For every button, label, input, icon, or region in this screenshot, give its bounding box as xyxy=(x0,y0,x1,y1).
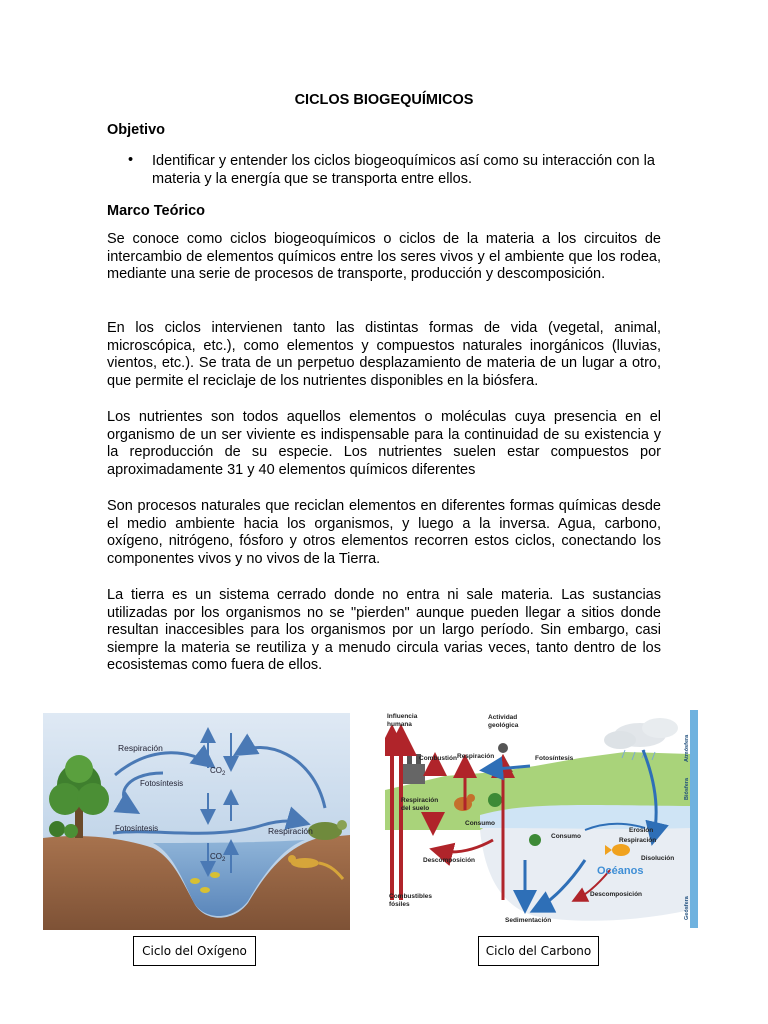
label-fotosintesis-upper: Fotosíntesis xyxy=(140,779,184,788)
objective-bullet-text: Identificar y entender los ciclos biogeoquímicos así como su interacción con la materia y la energía que se transporta entre ellos. xyxy=(152,153,655,187)
label-sedimentacion: Sedimentación xyxy=(505,917,552,924)
theory-heading: Marco Teórico xyxy=(107,203,206,219)
label-descomposicion-land: Descomposición xyxy=(423,857,476,864)
label-respiracion-top: Respiración xyxy=(457,753,495,760)
label-descomposicion-sea: Descomposición xyxy=(590,891,643,898)
paragraph-5: La tierra es un sistema cerrado donde no entra ni sale materia. Las sustancias utilizadas por los organismos no se "pierden" aunque pueden llegar a sitios donde resultan inaccesibles para los organismos por un largo período. Sin embargo, casi siempre la materia se reutiliza y a menudo circula varias veces, tanto dentro de los ecosistemas como fuera de ellos. xyxy=(107,587,661,673)
label-combustibles-2: fósiles xyxy=(389,901,410,908)
label-atmosfera: Atmósfera xyxy=(684,734,690,762)
objective-heading: Objetivo xyxy=(107,122,166,138)
label-respiracion-suelo-1: Respiración xyxy=(401,797,439,804)
bullet-dot: • xyxy=(128,152,134,168)
document-title: CICLOS BIOGEQUÍMICOS xyxy=(294,92,474,108)
label-fotosintesis-lower: Fotosíntesis xyxy=(115,824,159,833)
label-oceanos: Océanos xyxy=(597,865,644,877)
label-respiracion-suelo-2: del suelo xyxy=(401,805,430,812)
label-fotosintesis: Fotosíntesis xyxy=(535,755,574,762)
label-actividad-2: geológica xyxy=(488,722,519,729)
label-erosion: Erosión xyxy=(629,827,654,834)
label-influencia-1: Influencia xyxy=(387,713,418,720)
label-co2-top: $CO_2$ xyxy=(210,766,226,777)
paragraph-2: En los ciclos intervienen tanto las distintas formas de vida (vegetal, animal, microscópica, etc.), como elementos y compuestos naturales inorgánicos (lluvias, vientos, etc.). Se trata de un perpetuo desplazamiento de materia de un lugar a otro, que permite el reciclaje de los nutrientes disponibles en la biósfera. xyxy=(107,320,661,389)
carbon-cycle-caption: Ciclo del Carbono xyxy=(478,936,599,966)
label-disolucion: Disolución xyxy=(641,855,675,862)
label-combustibles-1: Combustibles xyxy=(389,893,432,900)
label-influencia-2: humana xyxy=(387,721,412,728)
label-actividad-1: Actividad xyxy=(488,714,518,721)
label-respiracion-right: Respiración xyxy=(268,826,313,836)
oxygen-cycle-illustration xyxy=(43,713,350,930)
paragraph-1: Se conoce como ciclos biogeoquímicos o ciclos de la materia a los circuitos de intercambio de elementos químicos entre los seres vivos y el ambiente que los rodea, mediante una serie de procesos de transporte, producción y descomposición. xyxy=(107,231,661,282)
carbon-cycle-figure xyxy=(385,710,698,928)
objective-bullet xyxy=(128,152,668,188)
paragraph-3: Los nutrientes son todos aquellos elementos o moléculas cuya presencia en el organismo de un ser viviente es indispensable para la continuidad de su existencia y la reproducción de su especie. Los nutrientes suelen estar compuestos por aproximadamente 31 y 40 elementos químicos diferentes xyxy=(107,409,661,478)
carbon-cycle-illustration xyxy=(385,710,698,928)
label-respiracion-sea: Respiración xyxy=(619,837,657,844)
paragraph-4: Son procesos naturales que reciclan elementos en diferentes formas químicas desde el medio ambiente hacia los organismos, y luego a la inversa. Agua, carbono, oxígeno, nitrógeno, fósforo y otros elementos recorren estos ciclos, conectando los componentes vivos y no vivos de la Tierra. xyxy=(107,498,661,567)
label-combustion: Combustión xyxy=(419,755,457,762)
label-geosfera: Geósfera xyxy=(684,896,690,920)
sphere-bar xyxy=(690,710,698,928)
oxygen-cycle-figure xyxy=(43,713,350,930)
label-consumo-sea: Consumo xyxy=(551,833,581,840)
label-co2-bottom: $CO_2$ xyxy=(210,852,226,863)
oxygen-cycle-caption: Ciclo del Oxígeno xyxy=(133,936,256,966)
label-consumo-land: Consumo xyxy=(465,820,495,827)
label-biosfera: Biósfera xyxy=(684,777,690,800)
label-respiracion-top: Respiración xyxy=(118,743,163,753)
